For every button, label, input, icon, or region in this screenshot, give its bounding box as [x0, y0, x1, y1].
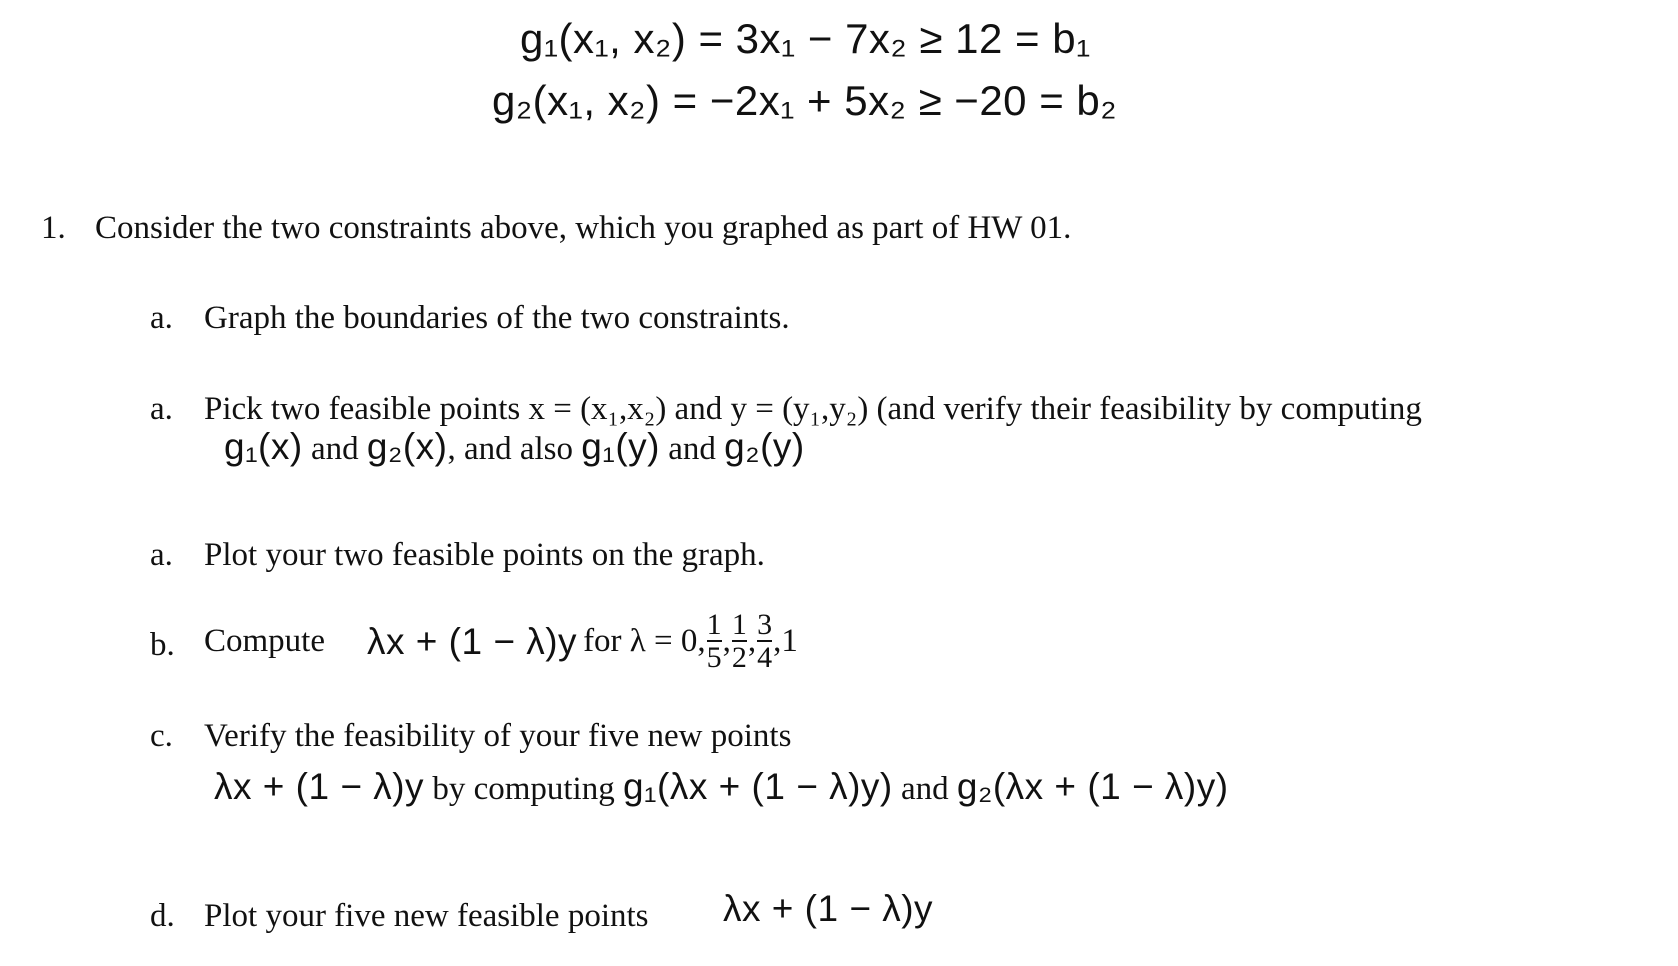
- g2-of-x: g₂(x): [366, 426, 448, 467]
- constraint-equation-1: g₁(x₁, x₂) = 3x₁ − 7x₂ ≥ 12 = b₁: [520, 15, 1091, 62]
- by-computing-text: by computing: [432, 771, 615, 807]
- item-text: Plot your two feasible points on the graph.: [204, 537, 765, 573]
- item-text: Plot your five new feasible points: [204, 898, 649, 934]
- compute-line: Compute λx + (1 − λ)y for λ = 0, $\frac{1}{5}$ , $\frac{1}{2}$ , $\frac{3}{4}$ ,1: [204, 607, 798, 674]
- conjunction: , and also: [447, 431, 582, 467]
- g1-of-y: g₁(y): [581, 426, 660, 467]
- lambda-values-prefix: for λ = 0,: [583, 622, 706, 659]
- convex-combination-expr: λx + (1 − λ)y: [214, 766, 425, 807]
- g2-of-y: g₂(y): [724, 426, 805, 467]
- conjunction: and: [302, 431, 367, 467]
- item-text: Pick two feasible points x = (x₁,x₂) and y = (y₁,y₂) (and verify their feasibility by computing: [204, 391, 1422, 427]
- item-label: c.: [150, 718, 173, 754]
- item-label: d.: [150, 898, 175, 934]
- item-label: a.: [150, 537, 173, 573]
- compute-word: Compute: [204, 622, 325, 659]
- fraction-three-quarters: $\frac{3}{4}$: [757, 607, 773, 674]
- item-label: a.: [150, 391, 173, 427]
- fraction-one-fifth: $\frac{1}{5}$: [706, 607, 722, 674]
- problem-statement: Consider the two constraints above, which you graphed as part of HW 01.: [95, 210, 1072, 246]
- item-text: Verify the feasibility of your five new points: [204, 718, 792, 754]
- convex-combination-expr: λx + (1 − λ)y: [723, 888, 934, 929]
- constraint-equation-2: g₂(x₁, x₂) = −2x₁ + 5x₂ ≥ −20 = b₂: [492, 77, 1118, 124]
- item-continuation: [214, 768, 1229, 806]
- item-continuation: [224, 428, 805, 466]
- item-text: Graph the boundaries of the two constraints.: [204, 300, 790, 336]
- lambda-values-tail: ,1: [773, 622, 798, 659]
- conjunction: and: [900, 771, 949, 807]
- conjunction: and: [660, 431, 725, 467]
- g1-of-x: g₁(x): [224, 426, 303, 467]
- item-label: a.: [150, 300, 173, 336]
- item-label: b.: [150, 627, 175, 663]
- problem-number: 1.: [41, 210, 66, 246]
- g2-of-combination: g₂(λx + (1 − λ)y): [956, 766, 1229, 807]
- g1-of-combination: g₁(λx + (1 − λ)y): [622, 766, 893, 807]
- fraction-one-half: $\frac{1}{2}$: [731, 607, 747, 674]
- convex-combination-expr: λx + (1 − λ)y: [367, 620, 578, 662]
